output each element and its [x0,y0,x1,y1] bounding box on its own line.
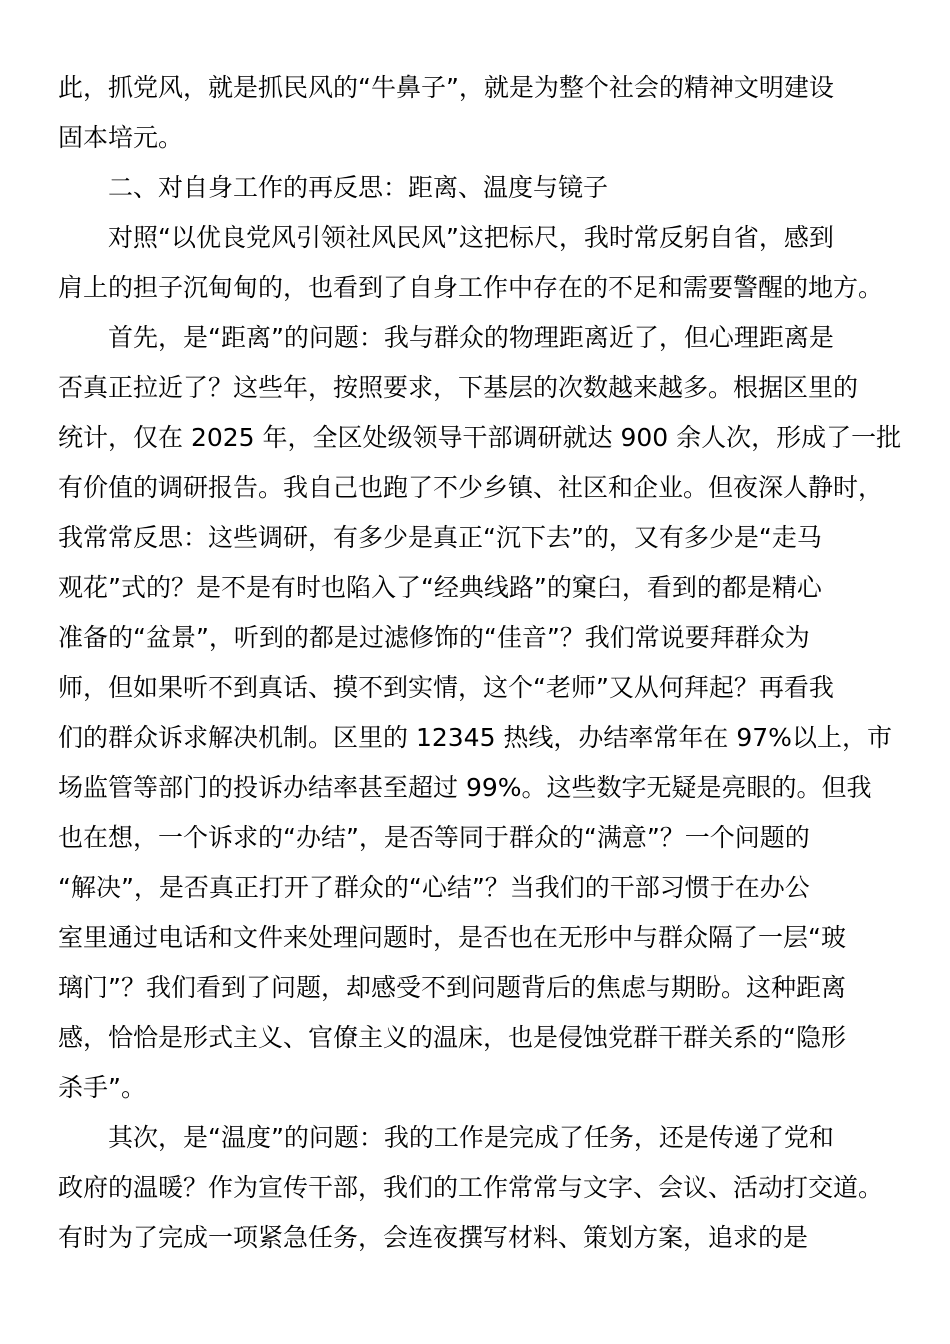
text-line: 统计，仅在 2025 年，全区处级领导干部调研就达 900 余人次，形成了一批 [58,423,902,452]
text-line: 其次，是“温度”的问题：我的工作是完成了任务，还是传递了党和 [108,1123,834,1152]
text-line: 肩上的担子沉甸甸的，也看到了自身工作中存在的不足和需要警醒的地方。 [58,273,884,302]
section-heading: 二、对自身工作的再反思：距离、温度与镜子 [108,173,609,202]
text-line: 固本培元。 [58,123,184,152]
text-line: 有时为了完成一项紧急任务，会连夜撰写材料、策划方案，追求的是 [58,1223,809,1252]
text-line: 也在想，一个诉求的“办结”，是否等同于群众的“满意”？一个问题的 [58,823,810,852]
text-line: 此，抓党风，就是抓民风的“牛鼻子”，就是为整个社会的精神文明建设 [58,73,834,102]
text-line: 室里通过电话和文件来处理问题时，是否也在无形中与群众隔了一层“玻 [58,923,846,952]
text-line: 杀手”。 [58,1073,146,1102]
text-line: 首先，是“距离”的问题：我与群众的物理距离近了，但心理距离是 [108,323,834,352]
text-line: “解决”，是否真正打开了群众的“心结”？当我们的干部习惯于在办公 [58,873,810,902]
text-line: 否真正拉近了？这些年，按照要求，下基层的次数越来越多。根据区里的 [58,373,859,402]
text-line: 师，但如果听不到真话、摸不到实情，这个“老师”又从何拜起？再看我 [58,673,834,702]
text-line: 们的群众诉求解决机制。区里的 12345 热线，办结率常年在 97%以上，市 [58,723,892,752]
text-line: 我常常反思：这些调研，有多少是真正“沉下去”的，又有多少是“走马 [58,523,822,552]
text-line: 政府的温暖？作为宣传干部，我们的工作常常与文字、会议、活动打交道。 [58,1173,884,1202]
text-line: 璃门”？我们看到了问题，却感受不到问题背后的焦虑与期盼。这种距离 [58,973,846,1002]
text-line: 准备的“盆景”，听到的都是过滤修饰的“佳音”？我们常说要拜群众为 [58,623,810,652]
text-line: 观花”式的？是不是有时也陷入了“经典线路”的窠臼，看到的都是精心 [58,573,822,602]
text-line: 对照“以优良党风引领社风民风”这把标尺，我时常反躬自省，感到 [108,223,834,252]
text-line: 感，恰恰是形式主义、官僚主义的温床，也是侵蚀党群干群关系的“隐形 [58,1023,846,1052]
text-line: 有价值的调研报告。我自己也跑了不少乡镇、社区和企业。但夜深人静时， [58,473,884,502]
text-line: 场监管等部门的投诉办结率甚至超过 99%。这些数字无疑是亮眼的。但我 [58,773,872,802]
